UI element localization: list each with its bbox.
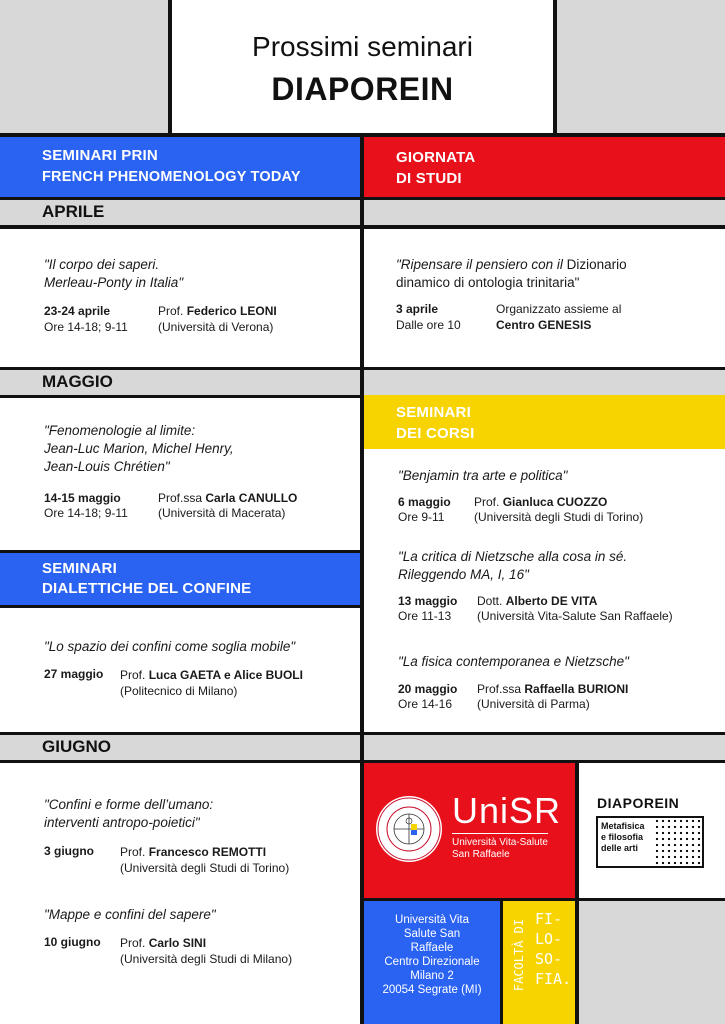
header-brand: DIAPOREIN [271, 71, 454, 107]
ev4-title-1: "Confini e forme dell’umano: [44, 797, 214, 812]
ev2-title-1: "Fenomenologie al limite: [44, 423, 196, 438]
ev7-time: Ore 11-13 [398, 609, 452, 623]
address-line-1: Università Vita [395, 914, 469, 926]
right-gray-bar-2 [364, 370, 725, 395]
ev5-affiliation: (Università degli Studi di Milano) [120, 952, 293, 966]
ev4-date: 3 giugno [44, 844, 94, 858]
unisr-wordmark: UniSR [452, 790, 562, 831]
diaporein-logo-sub-3: delle arti [601, 843, 639, 853]
ev1-date: 23-24 aprile [44, 304, 111, 318]
unisr-seal [374, 794, 444, 864]
ev7-title-1: "La critica di Nietzsche alla cosa in sé. [398, 549, 628, 564]
gs-title-2: dinamico di ontologia trinitaria" [396, 275, 580, 290]
ev7-title-2: Rileggendo MA, I, 16" [398, 567, 529, 582]
gs-title-1: "Ripensare il pensiero con il Dizionario [396, 257, 627, 272]
unisr-divider [452, 833, 548, 834]
ev3-affiliation: (Politecnico di Milano) [120, 684, 238, 698]
ev5-date: 10 giugno [44, 935, 101, 949]
header-block [172, 0, 553, 133]
ev1-title-1: "Il corpo dei saperi. [44, 257, 160, 272]
ev7-speaker: Dott. Alberto DE VITA [477, 594, 598, 608]
corner-block-right [557, 0, 725, 133]
ev6-date: 6 maggio [398, 495, 451, 509]
ev1-time: Ore 14-18; 9-11 [44, 320, 128, 334]
right-gray-bar-3 [364, 735, 725, 760]
month-giugno: GIUGNO [42, 737, 111, 756]
ev6-time: Ore 9-11 [398, 510, 445, 524]
ev6-speaker: Prof. Gianluca CUOZZO [474, 495, 608, 509]
ev1-speaker: Prof. Federico LEONI [158, 304, 277, 318]
ev8-time: Ore 14-16 [398, 697, 453, 711]
ev3-speaker: Prof. Luca GAETA e Alice BUOLI [120, 668, 303, 682]
ev2-title-2: Jean-Luc Marion, Michel Henry, [44, 441, 234, 456]
right-gray-bar-1 [364, 200, 725, 225]
month-maggio: MAGGIO [42, 372, 113, 391]
giornata-title: GIORNATA [396, 149, 476, 166]
ev2-date: 14-15 maggio [44, 491, 121, 505]
diaporein-logo-sub-1: Metafisica [601, 821, 645, 831]
corner-block-left [0, 0, 168, 133]
ev7-date: 13 maggio [398, 594, 458, 608]
diaporein-logo-dots [654, 818, 702, 866]
address-line-2: Salute San [403, 928, 461, 940]
prin-subtitle: FRENCH PHENOMENOLOGY TODAY [42, 169, 301, 185]
seal-icon [374, 794, 444, 864]
ev8-speaker: Prof.ssa Raffaella BURIONI [477, 682, 629, 696]
address-line-5: Milano 2 [410, 970, 454, 982]
prin-title: SEMINARI PRIN [42, 147, 158, 164]
address-line-6: 20054 Segrate (MI) [382, 984, 482, 996]
ev7-affiliation: (Università Vita-Salute San Raffaele) [477, 609, 673, 623]
month-aprile: APRILE [42, 202, 105, 221]
gs-center: Centro GENESIS [496, 318, 592, 332]
diaporein-logo-title: DIAPOREIN [597, 795, 680, 811]
corner-block-bottom-right [579, 901, 725, 1024]
ev1-title-2: Merleau-Ponty in Italia" [44, 275, 184, 290]
unisr-sub-1: Università Vita-Salute [452, 837, 548, 848]
corsi-subtitle: DEI CORSI [396, 425, 475, 442]
ev5-title: "Mappe e confini del sapere" [44, 907, 216, 922]
gs-organizer: Organizzato assieme al [496, 302, 622, 316]
gs-date: 3 aprile [396, 302, 439, 316]
ev5-speaker: Prof. Carlo SINI [120, 936, 207, 950]
ev4-speaker: Prof. Francesco REMOTTI [120, 845, 267, 859]
facolta-vertical-label: FACOLTÀ DI [512, 918, 526, 992]
gs-time: Dalle ore 10 [396, 318, 461, 332]
aprile-panel [0, 229, 360, 367]
diaporein-logo-sub-2: e filosofia [601, 832, 644, 842]
ev2-title-3: Jean-Louis Chrétien" [44, 459, 170, 474]
ev8-date: 20 maggio [398, 682, 458, 696]
facolta-word-3: SO- [535, 950, 563, 968]
ev8-title: "La fisica contemporanea e Nietzsche" [398, 654, 629, 669]
header-title: Prossimi seminari [252, 31, 473, 62]
ev3-date: 27 maggio [44, 667, 104, 681]
corsi-title: SEMINARI [396, 404, 471, 421]
ev1-affiliation: (Università di Verona) [158, 320, 274, 334]
ev3-title: "Lo spazio dei confini come soglia mobile" [44, 639, 296, 654]
ev4-affiliation: (Università degli Studi di Torino) [120, 861, 290, 875]
facolta-word-1: FI- [535, 910, 563, 928]
ev2-time: Ore 14-18; 9-11 [44, 506, 128, 520]
unisr-sub-2: San Raffaele [452, 849, 510, 860]
ev8-affiliation: (Università di Parma) [477, 697, 590, 711]
dialettiche-subtitle: DIALETTICHE DEL CONFINE [42, 580, 252, 597]
address-line-3: Raffaele [410, 942, 454, 954]
address-line-4: Centro Direzionale [384, 956, 480, 968]
giornata-subtitle: DI STUDI [396, 170, 462, 187]
ev2-speaker: Prof.ssa Carla CANULLO [158, 491, 298, 505]
ev2-affiliation: (Università di Macerata) [158, 506, 286, 520]
facolta-word-4: FIA. [535, 970, 572, 988]
ev4-title-2: interventi antropo-poietici" [44, 815, 200, 830]
facolta-word-2: LO- [535, 930, 563, 948]
dialettiche-title: SEMINARI [42, 560, 117, 577]
ev6-title: "Benjamin tra arte e politica" [398, 468, 568, 483]
ev6-affiliation: (Università degli Studi di Torino) [474, 510, 644, 524]
giornata-panel [364, 229, 725, 367]
